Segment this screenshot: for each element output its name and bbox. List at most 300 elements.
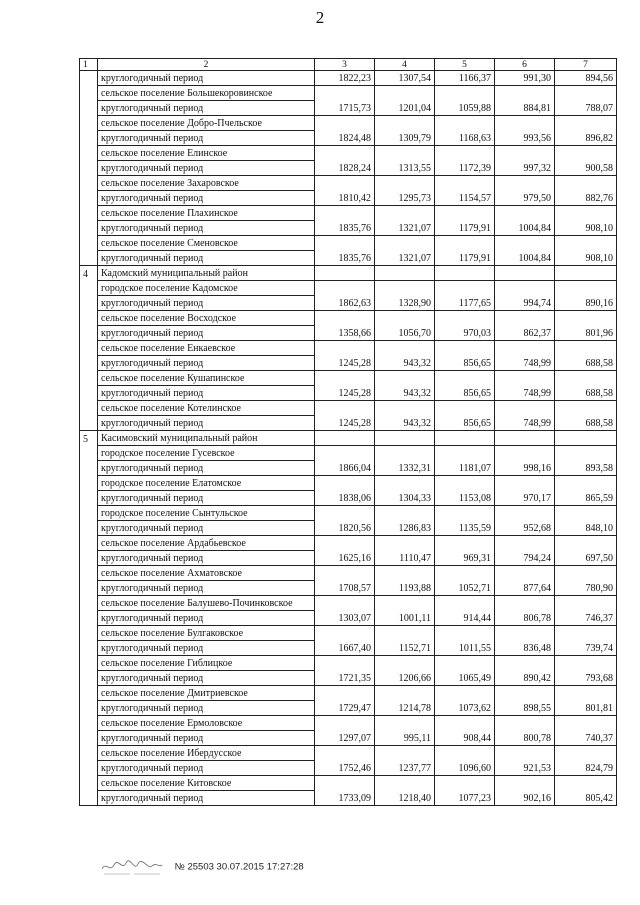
value-cell: 952,68 [495, 521, 555, 536]
empty-cell [375, 656, 435, 671]
empty-cell [435, 596, 495, 611]
empty-cell [495, 401, 555, 416]
empty-cell [435, 656, 495, 671]
value-cell: 1729,47 [315, 701, 375, 716]
value-cell: 1332,31 [375, 461, 435, 476]
empty-cell [555, 401, 617, 416]
empty-cell [435, 566, 495, 581]
empty-cell [495, 776, 555, 791]
value-cell: 1721,35 [315, 671, 375, 686]
table-row [80, 296, 617, 311]
value-cell: 1733,09 [315, 791, 375, 806]
value-cell: 1824,48 [315, 131, 375, 146]
empty-cell [495, 341, 555, 356]
document-number: 25503 [187, 861, 214, 873]
settlement-row [80, 476, 617, 491]
value-cell: 1820,56 [315, 521, 375, 536]
table-row [80, 641, 617, 656]
empty-cell [555, 746, 617, 761]
value-cell: 1358,66 [315, 326, 375, 341]
row-number-cell: 5 [80, 431, 98, 446]
settlement-name: сельское поселение Ибердусское [98, 746, 315, 761]
row-number-cell [80, 761, 98, 776]
value-cell: 908,10 [555, 221, 617, 236]
settlement-name: сельское поселение Восходское [98, 311, 315, 326]
value-cell: 890,16 [555, 296, 617, 311]
empty-cell [495, 146, 555, 161]
empty-cell [315, 86, 375, 101]
value-cell: 921,53 [495, 761, 555, 776]
empty-cell [315, 506, 375, 521]
period-label: круглогодичный период [98, 671, 315, 686]
row-number-cell [80, 296, 98, 311]
value-cell: 1059,88 [435, 101, 495, 116]
period-label: круглогодичный период [98, 191, 315, 206]
empty-cell [495, 506, 555, 521]
row-number-cell [80, 536, 98, 551]
table-row [80, 761, 617, 776]
empty-cell [315, 476, 375, 491]
empty-cell [315, 716, 375, 731]
empty-cell [315, 311, 375, 326]
value-cell: 801,81 [555, 701, 617, 716]
empty-cell [435, 686, 495, 701]
empty-cell [375, 716, 435, 731]
settlement-name: сельское поселение Кушапинское [98, 371, 315, 386]
settlement-name: сельское поселение Ахматовское [98, 566, 315, 581]
empty-cell [555, 266, 617, 281]
empty-cell [435, 536, 495, 551]
row-number-cell [80, 116, 98, 131]
value-cell: 1715,73 [315, 101, 375, 116]
value-cell: 1218,40 [375, 791, 435, 806]
header-cell: 3 [315, 59, 375, 71]
empty-cell [495, 566, 555, 581]
table-row [80, 731, 617, 746]
row-number-cell [80, 626, 98, 641]
table-row [80, 791, 617, 806]
value-cell: 780,90 [555, 581, 617, 596]
value-cell: 1237,77 [375, 761, 435, 776]
value-cell: 800,78 [495, 731, 555, 746]
empty-cell [435, 401, 495, 416]
empty-cell [375, 86, 435, 101]
value-cell: 1004,84 [495, 251, 555, 266]
table-row [80, 701, 617, 716]
settlement-row [80, 206, 617, 221]
empty-cell [555, 596, 617, 611]
value-cell: 943,32 [375, 386, 435, 401]
value-cell: 1177,65 [435, 296, 495, 311]
settlement-row [80, 371, 617, 386]
empty-cell [435, 86, 495, 101]
value-cell: 943,32 [375, 356, 435, 371]
table-row [80, 491, 617, 506]
value-cell: 1667,40 [315, 641, 375, 656]
value-cell: 882,76 [555, 191, 617, 206]
table-row [80, 131, 617, 146]
empty-cell [495, 176, 555, 191]
empty-cell [495, 536, 555, 551]
settlement-name: городское поселение Гусевское [98, 446, 315, 461]
value-cell: 908,10 [555, 251, 617, 266]
row-number-cell [80, 86, 98, 101]
value-cell: 998,16 [495, 461, 555, 476]
value-cell: 1011,55 [435, 641, 495, 656]
settlement-name: сельское поселение Сменовское [98, 236, 315, 251]
empty-cell [495, 686, 555, 701]
header-cell: 7 [555, 59, 617, 71]
settlement-name: сельское поселение Гиблицкое [98, 656, 315, 671]
value-cell: 1172,39 [435, 161, 495, 176]
value-cell: 991,30 [495, 71, 555, 86]
row-number-cell [80, 716, 98, 731]
empty-cell [375, 371, 435, 386]
row-number-cell [80, 476, 98, 491]
settlement-name: сельское поселение Большекоровинское [98, 86, 315, 101]
empty-cell [375, 311, 435, 326]
value-cell: 1835,76 [315, 221, 375, 236]
empty-cell [435, 371, 495, 386]
value-cell: 1179,91 [435, 251, 495, 266]
value-cell: 979,50 [495, 191, 555, 206]
empty-cell [315, 431, 375, 446]
value-cell: 1206,66 [375, 671, 435, 686]
empty-cell [315, 266, 375, 281]
value-cell: 1822,23 [315, 71, 375, 86]
header-cell: 6 [495, 59, 555, 71]
row-number-cell [80, 491, 98, 506]
empty-cell [315, 401, 375, 416]
value-cell: 898,55 [495, 701, 555, 716]
row-number-cell [80, 161, 98, 176]
settlement-row [80, 311, 617, 326]
value-cell: 746,37 [555, 611, 617, 626]
empty-cell [555, 341, 617, 356]
value-cell: 748,99 [495, 356, 555, 371]
row-number-cell [80, 101, 98, 116]
table-row [80, 551, 617, 566]
value-cell: 893,58 [555, 461, 617, 476]
period-label: круглогодичный период [98, 611, 315, 626]
empty-cell [555, 686, 617, 701]
empty-cell [555, 476, 617, 491]
value-cell: 1295,73 [375, 191, 435, 206]
value-cell: 1321,07 [375, 221, 435, 236]
value-cell: 1838,06 [315, 491, 375, 506]
empty-cell [315, 116, 375, 131]
value-cell: 1110,47 [375, 551, 435, 566]
empty-cell [555, 566, 617, 581]
settlement-name: сельское поселение Котелинское [98, 401, 315, 416]
document-footer [100, 857, 304, 877]
value-cell: 856,65 [435, 356, 495, 371]
number-sign: № [174, 861, 185, 873]
table-row [80, 356, 617, 371]
empty-cell [495, 86, 555, 101]
value-cell: 848,10 [555, 521, 617, 536]
value-cell: 739,74 [555, 641, 617, 656]
empty-cell [315, 566, 375, 581]
row-number-cell [80, 356, 98, 371]
empty-cell [555, 626, 617, 641]
row-number-cell [80, 251, 98, 266]
empty-cell [315, 371, 375, 386]
value-cell: 856,65 [435, 416, 495, 431]
row-number-cell [80, 401, 98, 416]
settlement-name: сельское поселение Дмитриевское [98, 686, 315, 701]
empty-cell [435, 506, 495, 521]
empty-cell [555, 776, 617, 791]
row-number-cell [80, 386, 98, 401]
row-number-cell [80, 341, 98, 356]
empty-cell [375, 176, 435, 191]
row-number-cell [80, 146, 98, 161]
row-number-cell [80, 701, 98, 716]
value-cell: 836,48 [495, 641, 555, 656]
district-row [80, 431, 617, 446]
empty-cell [555, 656, 617, 671]
period-label: круглогодичный период [98, 101, 315, 116]
empty-cell [495, 116, 555, 131]
table-body [80, 59, 617, 806]
row-number-cell [80, 446, 98, 461]
period-label: круглогодичный период [98, 641, 315, 656]
empty-cell [315, 746, 375, 761]
value-cell: 1166,37 [435, 71, 495, 86]
value-cell: 914,44 [435, 611, 495, 626]
settlement-row [80, 116, 617, 131]
empty-cell [495, 596, 555, 611]
empty-cell [555, 446, 617, 461]
settlement-row [80, 776, 617, 791]
empty-cell [315, 686, 375, 701]
empty-cell [495, 746, 555, 761]
empty-cell [555, 206, 617, 221]
value-cell: 1245,28 [315, 416, 375, 431]
row-number-cell [80, 551, 98, 566]
row-number-cell: 4 [80, 266, 98, 281]
empty-cell [555, 116, 617, 131]
value-cell: 1303,07 [315, 611, 375, 626]
value-cell: 997,32 [495, 161, 555, 176]
value-cell: 994,74 [495, 296, 555, 311]
value-cell: 908,44 [435, 731, 495, 746]
row-number-cell [80, 566, 98, 581]
row-number-cell [80, 746, 98, 761]
empty-cell [435, 281, 495, 296]
period-label: круглогодичный период [98, 131, 315, 146]
row-number-cell [80, 656, 98, 671]
period-label: круглогодичный период [98, 551, 315, 566]
empty-cell [375, 746, 435, 761]
settlement-row [80, 716, 617, 731]
value-cell: 1001,11 [375, 611, 435, 626]
value-cell: 1866,04 [315, 461, 375, 476]
row-number-cell [80, 671, 98, 686]
row-number-cell [80, 686, 98, 701]
row-number-cell [80, 191, 98, 206]
value-cell: 1052,71 [435, 581, 495, 596]
value-cell: 1096,60 [435, 761, 495, 776]
value-cell: 1828,24 [315, 161, 375, 176]
value-cell: 1307,54 [375, 71, 435, 86]
period-label: круглогодичный период [98, 731, 315, 746]
settlement-row [80, 401, 617, 416]
empty-cell [315, 536, 375, 551]
row-number-cell [80, 206, 98, 221]
period-label: круглогодичный период [98, 296, 315, 311]
settlement-name: сельское поселение Китовское [98, 776, 315, 791]
period-label: круглогодичный период [98, 71, 315, 86]
value-cell: 697,50 [555, 551, 617, 566]
row-number-cell [80, 221, 98, 236]
value-cell: 688,58 [555, 386, 617, 401]
settlement-row [80, 281, 617, 296]
value-cell: 865,59 [555, 491, 617, 506]
value-cell: 1328,90 [375, 296, 435, 311]
row-number-cell [80, 71, 98, 86]
empty-cell [435, 341, 495, 356]
value-cell: 1297,07 [315, 731, 375, 746]
value-cell: 1245,28 [315, 356, 375, 371]
value-cell: 1181,07 [435, 461, 495, 476]
empty-cell [435, 206, 495, 221]
empty-cell [375, 206, 435, 221]
value-cell: 1065,49 [435, 671, 495, 686]
row-number-cell [80, 416, 98, 431]
value-cell: 884,81 [495, 101, 555, 116]
table-row [80, 416, 617, 431]
empty-cell [315, 341, 375, 356]
settlement-row [80, 341, 617, 356]
settlement-name: городское поселение Сынтульское [98, 506, 315, 521]
value-cell: 1135,59 [435, 521, 495, 536]
value-cell: 1056,70 [375, 326, 435, 341]
period-label: круглогодичный период [98, 521, 315, 536]
period-label: круглогодичный период [98, 461, 315, 476]
page-number: 2 [315, 8, 325, 27]
empty-cell [555, 536, 617, 551]
settlement-row [80, 626, 617, 641]
empty-cell [555, 86, 617, 101]
registry-stamp-icon [100, 857, 164, 877]
empty-cell [315, 626, 375, 641]
value-cell: 1153,08 [435, 491, 495, 506]
row-number-cell [80, 611, 98, 626]
empty-cell [555, 716, 617, 731]
empty-cell [435, 431, 495, 446]
value-cell: 970,17 [495, 491, 555, 506]
value-cell: 748,99 [495, 386, 555, 401]
value-cell: 748,99 [495, 416, 555, 431]
value-cell: 1245,28 [315, 386, 375, 401]
value-cell: 1214,78 [375, 701, 435, 716]
value-cell: 1708,57 [315, 581, 375, 596]
settlement-row [80, 236, 617, 251]
value-cell: 1810,42 [315, 191, 375, 206]
empty-cell [555, 146, 617, 161]
row-number-cell [80, 311, 98, 326]
settlement-name: сельское поселение Ардабьевское [98, 536, 315, 551]
empty-cell [555, 431, 617, 446]
value-cell: 793,68 [555, 671, 617, 686]
empty-cell [375, 431, 435, 446]
empty-cell [375, 626, 435, 641]
value-cell: 788,07 [555, 101, 617, 116]
value-cell: 1004,84 [495, 221, 555, 236]
empty-cell [375, 266, 435, 281]
value-cell: 856,65 [435, 386, 495, 401]
value-cell: 896,82 [555, 131, 617, 146]
table-row [80, 521, 617, 536]
empty-cell [435, 146, 495, 161]
table-row [80, 326, 617, 341]
header-cell: 5 [435, 59, 495, 71]
empty-cell [315, 776, 375, 791]
value-cell: 1304,33 [375, 491, 435, 506]
value-cell: 794,24 [495, 551, 555, 566]
row-number-cell [80, 326, 98, 341]
settlement-name: сельское поселение Енкаевское [98, 341, 315, 356]
empty-cell [555, 506, 617, 521]
empty-cell [495, 281, 555, 296]
table-row [80, 71, 617, 86]
empty-cell [435, 476, 495, 491]
empty-cell [555, 281, 617, 296]
empty-cell [375, 476, 435, 491]
empty-cell [495, 716, 555, 731]
settlement-name: городское поселение Кадомское [98, 281, 315, 296]
table-row [80, 386, 617, 401]
settlement-row [80, 176, 617, 191]
settlement-name: городское поселение Елатомское [98, 476, 315, 491]
value-cell: 894,56 [555, 71, 617, 86]
value-cell: 862,37 [495, 326, 555, 341]
district-name: Кадомский муниципальный район [98, 266, 315, 281]
empty-cell [315, 656, 375, 671]
value-cell: 1835,76 [315, 251, 375, 266]
value-cell: 1286,83 [375, 521, 435, 536]
settlement-name: сельское поселение Захаровское [98, 176, 315, 191]
settlement-row [80, 446, 617, 461]
value-cell: 688,58 [555, 356, 617, 371]
value-cell: 1321,07 [375, 251, 435, 266]
empty-cell [495, 656, 555, 671]
value-cell: 995,11 [375, 731, 435, 746]
empty-cell [375, 506, 435, 521]
settlement-row [80, 506, 617, 521]
value-cell: 805,42 [555, 791, 617, 806]
value-cell: 1862,63 [315, 296, 375, 311]
empty-cell [435, 776, 495, 791]
empty-cell [435, 746, 495, 761]
value-cell: 688,58 [555, 416, 617, 431]
row-number-cell [80, 791, 98, 806]
empty-cell [375, 341, 435, 356]
period-label: круглогодичный период [98, 386, 315, 401]
empty-cell [495, 476, 555, 491]
empty-cell [555, 176, 617, 191]
empty-cell [435, 446, 495, 461]
row-number-cell [80, 581, 98, 596]
row-number-cell [80, 281, 98, 296]
row-number-cell [80, 461, 98, 476]
table-row [80, 251, 617, 266]
period-label: круглогодичный период [98, 326, 315, 341]
value-cell: 1179,91 [435, 221, 495, 236]
empty-cell [495, 626, 555, 641]
